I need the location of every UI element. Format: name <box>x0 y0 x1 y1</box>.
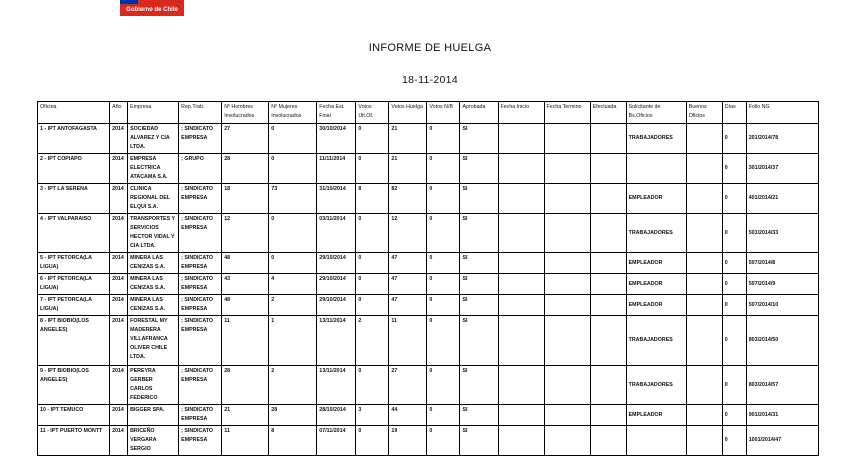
cell-votos-ult: 0 <box>356 253 389 274</box>
cell-votos-nb: 0 <box>427 405 460 426</box>
cell-anio: 2014 <box>110 214 128 253</box>
table-row <box>38 405 819 426</box>
cell-solicitante: TRABAJADORES <box>626 214 686 253</box>
cell-efectuada <box>590 253 626 274</box>
cell-empresa: SOCIEDAD ALVAREZ Y CIA LTDA. <box>128 124 179 154</box>
cell-anio: 2014 <box>110 124 128 154</box>
cell-fecha-final: 31/10/2014 <box>317 184 356 214</box>
cell-aprobada: SI <box>460 124 498 154</box>
cell-dias: 0 <box>722 214 746 253</box>
cell-mujeres: 0 <box>269 253 317 274</box>
cell-buenos <box>686 184 722 214</box>
cell-anio: 2014 <box>110 154 128 184</box>
cell-dias: 0 <box>722 253 746 274</box>
cell-buenos <box>686 426 722 456</box>
cell-aprobada: SI <box>460 214 498 253</box>
cell-anio: 2014 <box>110 405 128 426</box>
cell-efectuada <box>590 124 626 154</box>
logo-text: Gobierno de Chile <box>120 4 184 16</box>
column-header: Días <box>722 102 746 124</box>
cell-efectuada <box>590 214 626 253</box>
cell-empresa: MINERA LAS CENIZAS S.A. <box>128 274 179 295</box>
report-date: 18-11-2014 <box>402 74 458 86</box>
cell-votos-nb: 0 <box>427 426 460 456</box>
cell-empresa: FORESTAL MY MADERERA VILLAFRANCA OLIVER CHILE LTDA. <box>128 316 179 366</box>
column-header: Fecha Est. Final <box>317 102 356 124</box>
table-row <box>38 214 819 253</box>
column-header: Fecha Termino <box>544 102 590 124</box>
cell-hombres: 12 <box>222 214 269 253</box>
cell-anio: 2014 <box>110 253 128 274</box>
cell-votos-nb: 0 <box>427 274 460 295</box>
cell-votos-huelga: 11 <box>389 316 427 366</box>
cell-votos-huelga: 82 <box>389 184 427 214</box>
cell-votos-nb: 0 <box>427 214 460 253</box>
cell-aprobada: SI <box>460 405 498 426</box>
cell-dias: 0 <box>722 316 746 366</box>
cell-fecha-termino <box>544 154 590 184</box>
cell-aprobada: SI <box>460 316 498 366</box>
cell-buenos <box>686 366 722 405</box>
cell-empresa: BRICEÑO VERGARA SERGIO <box>128 426 179 456</box>
report-title: INFORME DE HUELGA <box>368 42 492 54</box>
cell-empresa: PEREYRA GERBER CARLOS FEDERICO <box>128 366 179 405</box>
cell-fecha-inicio <box>498 253 544 274</box>
cell-buenos <box>686 253 722 274</box>
column-header: Aprobada <box>460 102 498 124</box>
cell-fecha-termino <box>544 366 590 405</box>
cell-aprobada: SI <box>460 253 498 274</box>
cell-fecha-inicio <box>498 316 544 366</box>
cell-buenos <box>686 274 722 295</box>
cell-rep: ; SINDICATO EMPRESA <box>179 214 222 253</box>
cell-fecha-inicio <box>498 124 544 154</box>
cell-fecha-inicio <box>498 366 544 405</box>
cell-buenos <box>686 295 722 316</box>
cell-fecha-termino <box>544 316 590 366</box>
cell-fecha-final: 13/11/2014 <box>317 366 356 405</box>
cell-votos-nb: 0 <box>427 184 460 214</box>
cell-votos-huelga: 47 <box>389 295 427 316</box>
cell-votos-ult: 0 <box>356 214 389 253</box>
cell-votos-ult: 2 <box>356 316 389 366</box>
cell-rep: ; SINDICATO EMPRESA <box>179 274 222 295</box>
cell-fecha-inicio <box>498 295 544 316</box>
cell-oficina: 6 - IPT PETORCA(LA LIGUA) <box>38 274 110 295</box>
gobierno-logo <box>120 0 184 16</box>
cell-dias: 0 <box>722 295 746 316</box>
cell-votos-huelga: 27 <box>389 366 427 405</box>
cell-fecha-termino <box>544 253 590 274</box>
cell-aprobada: SI <box>460 274 498 295</box>
cell-oficina: 2 - IPT COPIAPO <box>38 154 110 184</box>
column-header: Nº Mujeres Involucrados <box>269 102 317 124</box>
table-row <box>38 316 819 366</box>
cell-anio: 2014 <box>110 366 128 405</box>
cell-fecha-final: 30/10/2014 <box>317 124 356 154</box>
cell-anio: 2014 <box>110 295 128 316</box>
column-header: Nº Hombres Involucrados <box>222 102 269 124</box>
cell-rep: ; SINDICATO EMPRESA <box>179 366 222 405</box>
cell-solicitante <box>626 426 686 456</box>
cell-oficina: 8 - IPT BIOBIO(LOS ANGELES) <box>38 316 110 366</box>
cell-oficina: 3 - IPT LA SERENA <box>38 184 110 214</box>
cell-fecha-final: 29/10/2014 <box>317 274 356 295</box>
column-header: Buenos Oficios <box>686 102 722 124</box>
cell-votos-huelga: 21 <box>389 154 427 184</box>
table-row <box>38 184 819 214</box>
table-row <box>38 295 819 316</box>
cell-aprobada: SI <box>460 426 498 456</box>
cell-efectuada <box>590 366 626 405</box>
cell-hombres: 11 <box>222 316 269 366</box>
table-row <box>38 124 819 154</box>
cell-mujeres: 0 <box>269 214 317 253</box>
cell-fecha-termino <box>544 405 590 426</box>
cell-aprobada: SI <box>460 295 498 316</box>
strike-report-table <box>37 101 819 456</box>
cell-oficina: 5 - IPT PETORCA(LA LIGUA) <box>38 253 110 274</box>
cell-buenos <box>686 405 722 426</box>
cell-votos-huelga: 47 <box>389 274 427 295</box>
cell-fecha-inicio <box>498 184 544 214</box>
table-row <box>38 366 819 405</box>
cell-votos-ult: 0 <box>356 426 389 456</box>
cell-efectuada <box>590 316 626 366</box>
cell-fecha-termino <box>544 295 590 316</box>
cell-folio: 507/2014/8 <box>746 253 818 274</box>
cell-solicitante: EMPLEADOR <box>626 274 686 295</box>
cell-efectuada <box>590 274 626 295</box>
cell-solicitante: EMPLEADOR <box>626 405 686 426</box>
cell-dias: 0 <box>722 124 746 154</box>
cell-mujeres: 0 <box>269 124 317 154</box>
column-header: Año <box>110 102 128 124</box>
cell-oficina: 7 - IPT PETORCA(LA LIGUA) <box>38 295 110 316</box>
column-header: Votos N/B <box>427 102 460 124</box>
cell-mujeres: 2 <box>269 366 317 405</box>
cell-oficina: 4 - IPT VALPARAISO <box>38 214 110 253</box>
cell-votos-huelga: 44 <box>389 405 427 426</box>
cell-folio: 507/2014/10 <box>746 295 818 316</box>
cell-rep: ; SINDICATO EMPRESA <box>179 253 222 274</box>
column-header: Solicitante de Bs.Oficios <box>626 102 686 124</box>
cell-hombres: 21 <box>222 405 269 426</box>
cell-fecha-final: 11/11/2014 <box>317 154 356 184</box>
cell-empresa: CLINICA REGIONAL DEL ELQUI S.A. <box>128 184 179 214</box>
cell-votos-nb: 0 <box>427 366 460 405</box>
cell-anio: 2014 <box>110 184 128 214</box>
cell-anio: 2014 <box>110 316 128 366</box>
cell-votos-ult: 0 <box>356 295 389 316</box>
cell-votos-ult: 3 <box>356 405 389 426</box>
cell-efectuada <box>590 184 626 214</box>
table-row <box>38 154 819 184</box>
cell-efectuada <box>590 295 626 316</box>
cell-fecha-inicio <box>498 154 544 184</box>
table-row <box>38 274 819 295</box>
cell-hombres: 48 <box>222 253 269 274</box>
cell-fecha-final: 29/10/2014 <box>317 253 356 274</box>
cell-fecha-termino <box>544 214 590 253</box>
cell-fecha-final: 29/10/2014 <box>317 295 356 316</box>
cell-votos-huelga: 47 <box>389 253 427 274</box>
column-header: Folio NG <box>746 102 818 124</box>
cell-mujeres: 28 <box>269 405 317 426</box>
cell-fecha-final: 03/11/2014 <box>317 214 356 253</box>
cell-votos-nb: 0 <box>427 295 460 316</box>
cell-votos-ult: 0 <box>356 154 389 184</box>
cell-fecha-inicio <box>498 426 544 456</box>
cell-votos-ult: 8 <box>356 184 389 214</box>
column-header: Efectuada <box>590 102 626 124</box>
cell-rep: ; SINDICATO EMPRESA <box>179 316 222 366</box>
cell-dias: 0 <box>722 154 746 184</box>
cell-fecha-inicio <box>498 214 544 253</box>
cell-folio: 301/2014/37 <box>746 154 818 184</box>
cell-folio: 901/2014/31 <box>746 405 818 426</box>
cell-mujeres: 2 <box>269 295 317 316</box>
cell-fecha-final: 13/11/2014 <box>317 316 356 366</box>
column-header: Empresa <box>128 102 179 124</box>
cell-solicitante <box>626 154 686 184</box>
cell-votos-nb: 0 <box>427 253 460 274</box>
cell-votos-ult: 0 <box>356 274 389 295</box>
cell-fecha-termino <box>544 426 590 456</box>
cell-oficina: 11 - IPT PUERTO MONTT <box>38 426 110 456</box>
cell-fecha-inicio <box>498 405 544 426</box>
cell-hombres: 43 <box>222 274 269 295</box>
cell-empresa: MINERA LAS CENIZAS S.A. <box>128 295 179 316</box>
cell-buenos <box>686 124 722 154</box>
cell-rep: ; SINDICATO EMPRESA <box>179 295 222 316</box>
cell-fecha-termino <box>544 184 590 214</box>
cell-solicitante: TRABAJADORES <box>626 124 686 154</box>
column-header: Rep.Trab. <box>179 102 222 124</box>
cell-oficina: 1 - IPT ANTOFAGASTA <box>38 124 110 154</box>
cell-efectuada <box>590 154 626 184</box>
cell-efectuada <box>590 426 626 456</box>
cell-votos-nb: 0 <box>427 316 460 366</box>
table-row <box>38 426 819 456</box>
cell-mujeres: 0 <box>269 154 317 184</box>
cell-aprobada: SI <box>460 184 498 214</box>
cell-buenos <box>686 214 722 253</box>
cell-folio: 1001/2014/47 <box>746 426 818 456</box>
cell-dias: 0 <box>722 184 746 214</box>
table-row <box>38 253 819 274</box>
cell-anio: 2014 <box>110 274 128 295</box>
cell-hombres: 18 <box>222 184 269 214</box>
cell-fecha-final: 28/10/2014 <box>317 405 356 426</box>
cell-empresa: EMPRESA ELECTRICA ATACAMA S.A. <box>128 154 179 184</box>
cell-votos-ult: 0 <box>356 124 389 154</box>
column-header: Fecha Inicio <box>498 102 544 124</box>
cell-folio: 803/2014/50 <box>746 316 818 366</box>
cell-fecha-termino <box>544 124 590 154</box>
cell-solicitante: EMPLEADOR <box>626 184 686 214</box>
cell-hombres: 11 <box>222 426 269 456</box>
cell-votos-ult: 0 <box>356 366 389 405</box>
cell-aprobada: SI <box>460 366 498 405</box>
cell-anio: 2014 <box>110 426 128 456</box>
cell-buenos <box>686 154 722 184</box>
column-header: Oficina <box>38 102 110 124</box>
cell-hombres: 28 <box>222 366 269 405</box>
cell-fecha-inicio <box>498 274 544 295</box>
cell-votos-nb: 0 <box>427 154 460 184</box>
table-header-row <box>38 102 819 124</box>
cell-folio: 201/2014/78 <box>746 124 818 154</box>
cell-empresa: BIGGER SPA. <box>128 405 179 426</box>
cell-mujeres: 1 <box>269 316 317 366</box>
cell-fecha-termino <box>544 274 590 295</box>
cell-mujeres: 8 <box>269 426 317 456</box>
cell-aprobada: SI <box>460 154 498 184</box>
cell-empresa: TRANSPORTES Y SERVICIOS HECTOR VIDAL Y CIA LTDA. <box>128 214 179 253</box>
cell-oficina: 10 - IPT TEMUCO <box>38 405 110 426</box>
cell-rep: ; SINDICATO EMPRESA <box>179 184 222 214</box>
cell-folio: 501/2014/33 <box>746 214 818 253</box>
cell-solicitante: EMPLEADOR <box>626 253 686 274</box>
cell-hombres: 48 <box>222 295 269 316</box>
column-header: Votos Huelga <box>389 102 427 124</box>
cell-folio: 401/2014/21 <box>746 184 818 214</box>
cell-hombres: 28 <box>222 154 269 184</box>
cell-solicitante: TRABAJADORES <box>626 316 686 366</box>
cell-folio: 803/2014/57 <box>746 366 818 405</box>
cell-solicitante: EMPLEADOR <box>626 295 686 316</box>
cell-buenos <box>686 316 722 366</box>
cell-fecha-final: 07/11/2014 <box>317 426 356 456</box>
cell-dias: 0 <box>722 274 746 295</box>
cell-votos-huelga: 21 <box>389 124 427 154</box>
cell-empresa: MINERA LAS CENIZAS S.A. <box>128 253 179 274</box>
column-header: Votos Ult.Of. <box>356 102 389 124</box>
cell-mujeres: 73 <box>269 184 317 214</box>
cell-efectuada <box>590 405 626 426</box>
cell-folio: 507/2014/9 <box>746 274 818 295</box>
cell-dias: 0 <box>722 405 746 426</box>
cell-solicitante: TRABAJADORES <box>626 366 686 405</box>
cell-hombres: 27 <box>222 124 269 154</box>
cell-dias: 0 <box>722 426 746 456</box>
cell-votos-nb: 0 <box>427 124 460 154</box>
cell-oficina: 9 - IPT BIOBIO(LOS ANGELES) <box>38 366 110 405</box>
cell-votos-huelga: 12 <box>389 214 427 253</box>
cell-rep: ; GRUPO <box>179 154 222 184</box>
cell-rep: ; SINDICATO EMPRESA <box>179 124 222 154</box>
cell-rep: ; SINDICATO EMPRESA <box>179 405 222 426</box>
cell-votos-huelga: 19 <box>389 426 427 456</box>
cell-dias: 0 <box>722 366 746 405</box>
cell-rep: ; SINDICATO EMPRESA <box>179 426 222 456</box>
cell-mujeres: 4 <box>269 274 317 295</box>
